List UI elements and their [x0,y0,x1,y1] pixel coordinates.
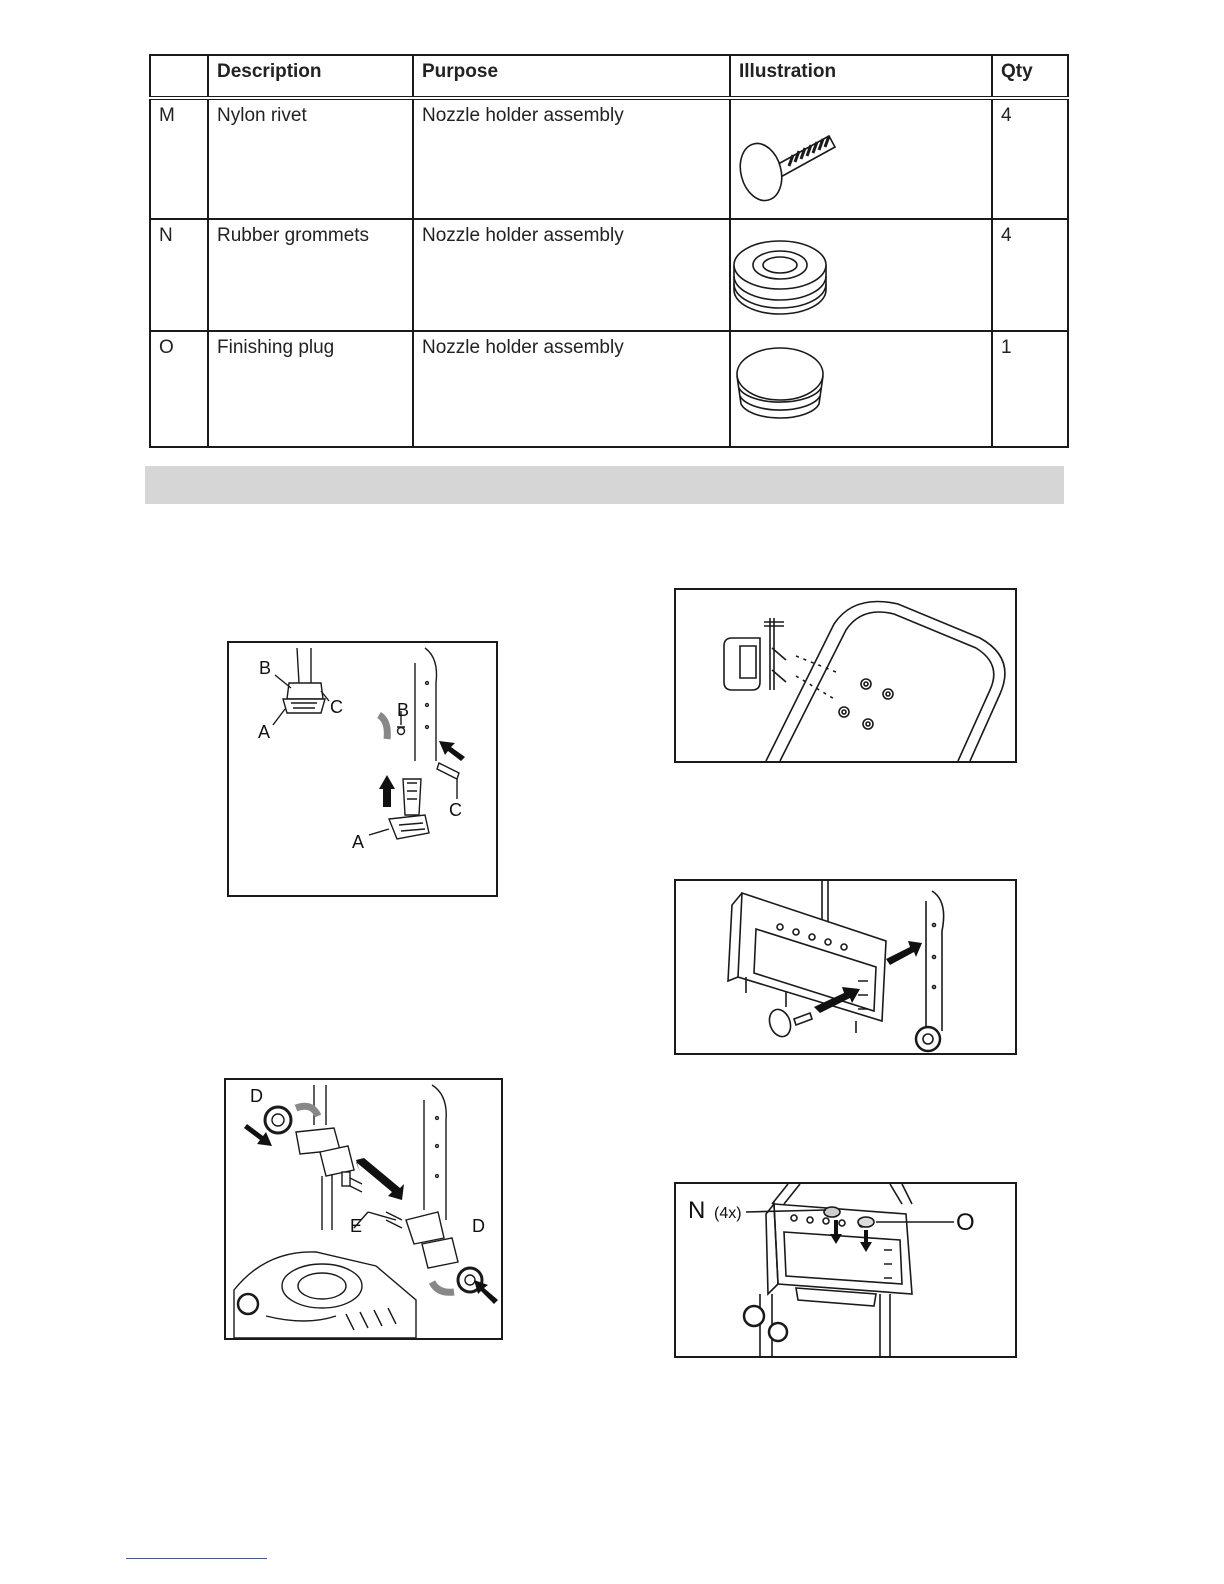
label-a-top: A [258,722,271,742]
figure-nozzle-holder-attach [674,879,1017,1055]
row-purpose: Nozzle holder assembly [413,331,730,447]
row-qty: 4 [992,98,1068,219]
handle-knob-drawing [226,1080,501,1338]
row-description: Nylon rivet [208,98,413,219]
row-illustration [730,98,992,219]
header-illustration: Illustration [730,55,992,98]
rubber-grommet-icon [731,220,989,330]
header-description: Description [208,55,413,98]
row-description: Finishing plug [208,331,413,447]
row-code: O [150,331,208,447]
header-purpose: Purpose [413,55,730,98]
footnote-separator-line [126,1558,267,1559]
label-d-right: D [472,1216,485,1236]
nylon-rivet-icon [731,100,989,218]
row-qty: 4 [992,219,1068,331]
table-header-row [150,55,1068,98]
header-qty: Qty [992,55,1068,98]
section-header-bar [145,466,1064,504]
figure-hose-hook-handle [674,588,1017,763]
finishing-plug-icon [731,332,989,446]
header-code [150,55,208,98]
label-b-top: B [259,658,272,678]
row-code: M [150,98,208,219]
label-n-count: (4x) [714,1205,742,1222]
figure-wheel-bracket-assembly [227,641,498,897]
label-c-top: C [330,697,343,717]
table-row [150,331,1068,447]
table-row [150,98,1068,219]
label-c-bottom: C [449,800,462,820]
row-purpose: Nozzle holder assembly [413,219,730,331]
grommet-plug-drawing [676,1184,1015,1356]
row-illustration [730,331,992,447]
label-a-bottom: A [352,832,365,852]
label-b-mid: B [397,700,410,720]
parts-table [149,54,1069,448]
row-description: Rubber grommets [208,219,413,331]
nozzle-holder-attach-drawing [676,881,1015,1053]
bracket-assembly-drawing [229,643,496,895]
label-e: E [350,1216,363,1236]
row-qty: 1 [992,331,1068,447]
row-purpose: Nozzle holder assembly [413,98,730,219]
figure-grommet-plug-install [674,1182,1017,1358]
row-illustration [730,219,992,331]
hose-hook-drawing [676,590,1015,761]
label-n: N [688,1197,706,1224]
row-code: N [150,219,208,331]
figure-handle-knob-assembly [224,1078,503,1340]
label-o: O [956,1209,975,1236]
label-d-left: D [250,1086,263,1106]
table-row [150,219,1068,331]
